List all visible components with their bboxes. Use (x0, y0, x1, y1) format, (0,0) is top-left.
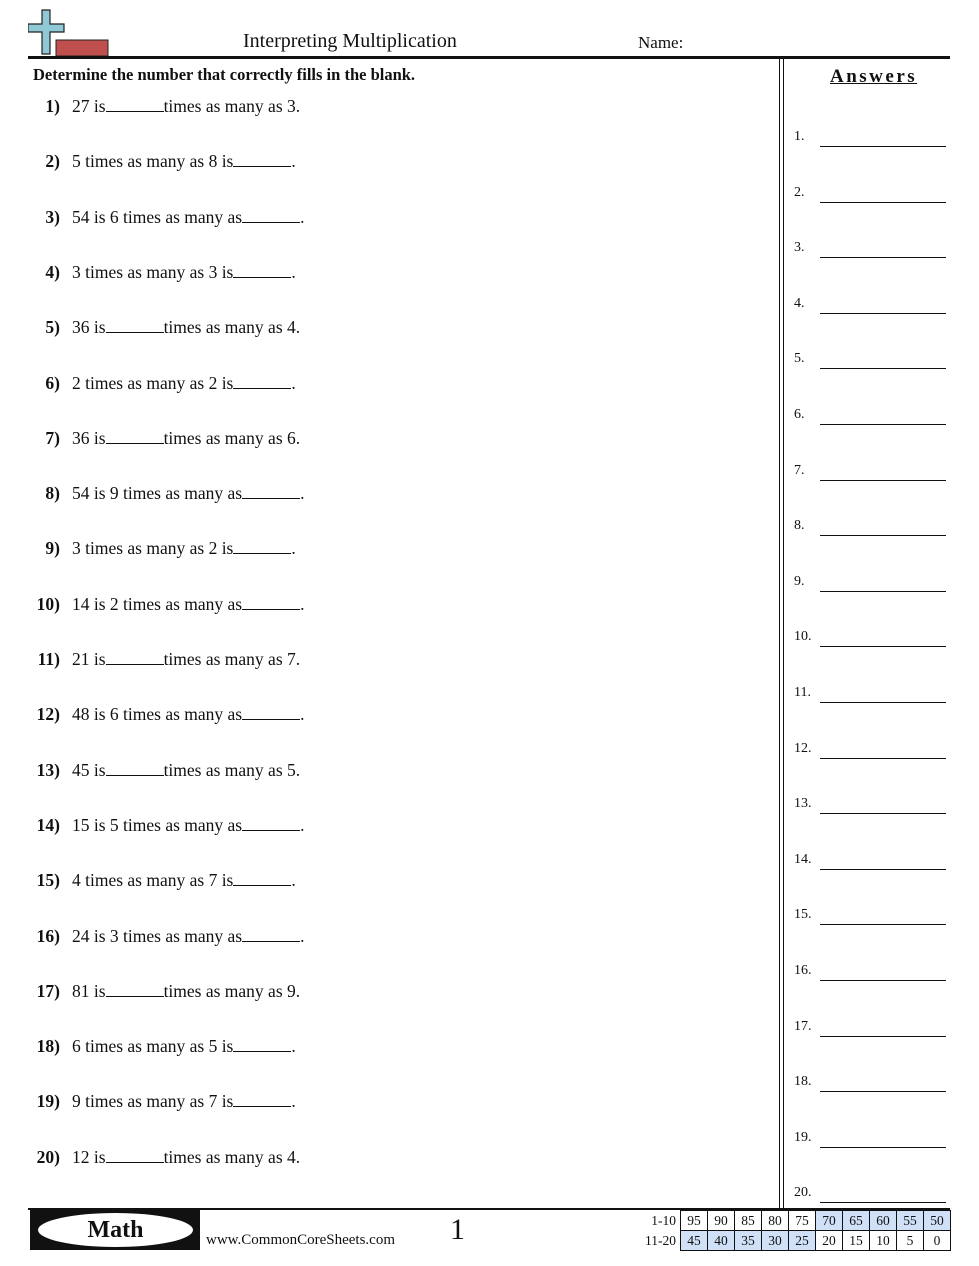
score-cell: 45 (681, 1231, 708, 1251)
footer-brand-label: Math (87, 1217, 144, 1243)
answer-number: 15. (794, 907, 812, 923)
question-item (30, 428, 300, 449)
question-text-end: times as many as 4. (163, 1146, 301, 1167)
score-cell: 90 (708, 1211, 735, 1231)
answer-number: 3. (794, 240, 805, 256)
question-item (30, 483, 305, 504)
question-text-start: 48 is 6 times as many as (72, 704, 243, 725)
question-text-end: . (291, 372, 296, 393)
question-text-start: 24 is 3 times as many as (72, 925, 243, 946)
answer-line[interactable] (820, 1036, 946, 1037)
answer-number: 19. (794, 1129, 812, 1145)
question-item (30, 151, 296, 172)
answer-blank (242, 816, 300, 831)
answer-line[interactable] (820, 980, 946, 981)
question-item (30, 262, 296, 283)
question-text-end: . (300, 483, 305, 504)
score-row-label: 1-10 (651, 1212, 676, 1228)
question-item (30, 373, 296, 394)
answer-blank (106, 650, 164, 665)
question-item (30, 926, 305, 947)
answer-line[interactable] (820, 646, 946, 647)
answer-blank (233, 539, 291, 554)
answer-number: 18. (794, 1074, 812, 1090)
question-number: 17) (36, 980, 60, 1001)
question-number: 12) (36, 704, 60, 725)
answer-blank (242, 927, 300, 942)
question-text-end: . (291, 870, 296, 891)
answer-number: 10. (794, 629, 812, 645)
score-cell: 80 (762, 1211, 789, 1231)
question-item (30, 981, 300, 1002)
answer-number: 6. (794, 407, 805, 422)
score-cell: 50 (924, 1211, 951, 1231)
answer-number: 20. (794, 1185, 812, 1201)
answer-blank (242, 595, 300, 610)
question-text-start: 54 is 6 times as many as (72, 206, 243, 227)
answer-blank (233, 1092, 291, 1107)
math-logo-icon (28, 8, 110, 58)
question-text-end: . (291, 1036, 296, 1057)
question-text-start: 54 is 9 times as many as (72, 483, 243, 504)
score-cell: 95 (681, 1211, 708, 1231)
answer-line[interactable] (820, 146, 946, 147)
score-table (630, 1210, 951, 1251)
column-divider-inner (783, 59, 784, 1209)
question-text-end: . (291, 1091, 296, 1112)
question-number: 11) (37, 649, 60, 669)
answer-line[interactable] (820, 257, 946, 258)
question-number: 8) (45, 483, 60, 504)
question-text-start: 14 is 2 times as many as (72, 593, 243, 614)
question-item (30, 1091, 296, 1112)
question-text-start: 21 is (72, 649, 106, 669)
answer-blank (233, 152, 291, 167)
question-text-end: . (300, 814, 305, 835)
question-text-start: 6 times as many as 5 is (72, 1036, 234, 1057)
question-number: 19) (36, 1091, 60, 1112)
question-number: 9) (45, 538, 60, 559)
page-number: 1 (450, 1213, 465, 1246)
answer-blank (106, 982, 164, 997)
question-item (30, 760, 300, 781)
answer-number: 4. (794, 295, 805, 311)
score-cell: 55 (897, 1211, 924, 1231)
question-text-start: 5 times as many as 8 is (72, 151, 234, 172)
question-number: 2) (45, 151, 60, 172)
question-text-start: 81 is (72, 980, 106, 1001)
answer-blank (106, 1148, 164, 1163)
question-item (30, 207, 305, 228)
answer-blank (233, 871, 291, 886)
score-row (630, 1231, 951, 1251)
answer-line[interactable] (820, 1091, 946, 1092)
question-number: 5) (45, 317, 60, 338)
answer-blank (242, 208, 300, 223)
question-number: 1) (45, 96, 60, 116)
header-divider (28, 56, 950, 59)
answer-number: 16. (794, 963, 812, 978)
question-text-end: . (300, 593, 305, 614)
answer-line[interactable] (820, 313, 946, 314)
question-item (30, 538, 296, 559)
answer-number: 5. (794, 351, 805, 367)
question-text-start: 4 times as many as 7 is (72, 870, 234, 891)
worksheet-title: Interpreting Multiplication (243, 30, 457, 52)
question-number: 7) (45, 427, 60, 448)
score-cell: 40 (708, 1231, 735, 1251)
question-text-end: times as many as 6. (163, 427, 301, 448)
score-cell: 85 (735, 1211, 762, 1231)
answer-number: 2. (794, 184, 805, 200)
answer-line[interactable] (820, 480, 946, 481)
question-number: 16) (36, 925, 60, 946)
question-number: 4) (45, 261, 60, 282)
question-text-end: times as many as 9. (163, 980, 301, 1001)
question-number: 13) (36, 759, 60, 780)
answer-blank (233, 1037, 291, 1052)
answer-line[interactable] (820, 702, 946, 703)
column-divider (779, 59, 780, 1209)
question-text-end: times as many as 7. (163, 649, 301, 669)
answer-blank (233, 374, 291, 389)
question-text-end: . (291, 151, 296, 172)
answer-blank (233, 263, 291, 278)
answer-number: 8. (794, 518, 805, 534)
question-number: 15) (36, 870, 60, 891)
question-text-start: 36 is (72, 317, 106, 338)
question-number: 3) (45, 206, 60, 227)
answer-line[interactable] (820, 368, 946, 369)
score-cell: 25 (789, 1231, 816, 1251)
question-text-end: . (300, 704, 305, 725)
question-text-end: . (300, 925, 305, 946)
footer-website: www.CommonCoreSheets.com (206, 1232, 396, 1248)
answer-line[interactable] (820, 924, 946, 925)
answer-line[interactable] (820, 1147, 946, 1148)
answer-blank (106, 761, 164, 776)
score-row-label: 11-20 (645, 1232, 676, 1248)
answer-line[interactable] (820, 813, 946, 814)
answer-line[interactable] (820, 591, 946, 592)
answer-line[interactable] (820, 869, 946, 870)
answer-line[interactable] (820, 424, 946, 425)
question-number: 10) (36, 593, 60, 614)
answer-number: 12. (794, 740, 812, 756)
question-text-start: 45 is (72, 759, 106, 780)
answer-number: 9. (794, 573, 805, 589)
score-cell: 30 (762, 1231, 789, 1251)
score-cell: 5 (897, 1231, 924, 1251)
score-cell: 10 (870, 1231, 897, 1251)
question-text-start: 2 times as many as 2 is (72, 372, 234, 393)
question-text-start: 12 is (72, 1146, 106, 1167)
question-text-start: 36 is (72, 427, 106, 448)
answer-number: 11. (794, 685, 811, 700)
score-cell: 0 (924, 1231, 951, 1251)
score-cell: 20 (816, 1231, 843, 1251)
question-text-start: 15 is 5 times as many as (72, 814, 243, 835)
question-number: 6) (45, 372, 60, 393)
answer-blank (242, 705, 300, 720)
question-text-end: . (291, 538, 296, 559)
question-item (30, 704, 305, 725)
question-text-end: times as many as 4. (163, 317, 301, 338)
score-cell: 70 (816, 1211, 843, 1231)
question-item (30, 1036, 296, 1057)
answer-blank (106, 97, 164, 112)
answer-number: 1. (794, 129, 805, 144)
question-text-end: . (300, 206, 305, 227)
question-number: 14) (36, 814, 60, 835)
answer-number: 17. (794, 1018, 812, 1034)
question-text-start: 3 times as many as 3 is (72, 261, 234, 282)
score-cell: 15 (843, 1231, 870, 1251)
answer-line[interactable] (820, 202, 946, 203)
question-text-end: times as many as 5. (163, 759, 301, 780)
question-text-start: 3 times as many as 2 is (72, 538, 234, 559)
score-cell: 65 (843, 1211, 870, 1231)
answer-blank (106, 429, 164, 444)
answer-number: 14. (794, 851, 812, 867)
answer-blank (242, 484, 300, 499)
answer-number: 13. (794, 796, 812, 812)
answer-number: 7. (794, 462, 805, 478)
score-cell: 60 (870, 1211, 897, 1231)
question-text-start: 27 is (72, 96, 106, 116)
score-row (630, 1211, 951, 1231)
question-text-end: times as many as 3. (163, 96, 301, 116)
question-item (30, 594, 305, 615)
answers-heading: Answers (830, 66, 918, 87)
name-label: Name: (638, 33, 684, 52)
question-text-start: 9 times as many as 7 is (72, 1091, 234, 1112)
question-item (30, 649, 300, 670)
question-number: 20) (36, 1146, 60, 1167)
instructions: Determine the number that correctly fills in the blank. (33, 65, 416, 84)
score-cell: 35 (735, 1231, 762, 1251)
question-text-end: . (291, 261, 296, 282)
answer-line[interactable] (820, 1202, 946, 1203)
question-number: 18) (36, 1036, 60, 1057)
question-item (30, 96, 300, 117)
question-item (30, 815, 305, 836)
question-item (30, 1147, 300, 1168)
question-item (30, 317, 300, 338)
answer-line[interactable] (820, 535, 946, 536)
answer-line[interactable] (820, 758, 946, 759)
score-cell: 75 (789, 1211, 816, 1231)
answer-blank (106, 318, 164, 333)
question-item (30, 870, 296, 891)
